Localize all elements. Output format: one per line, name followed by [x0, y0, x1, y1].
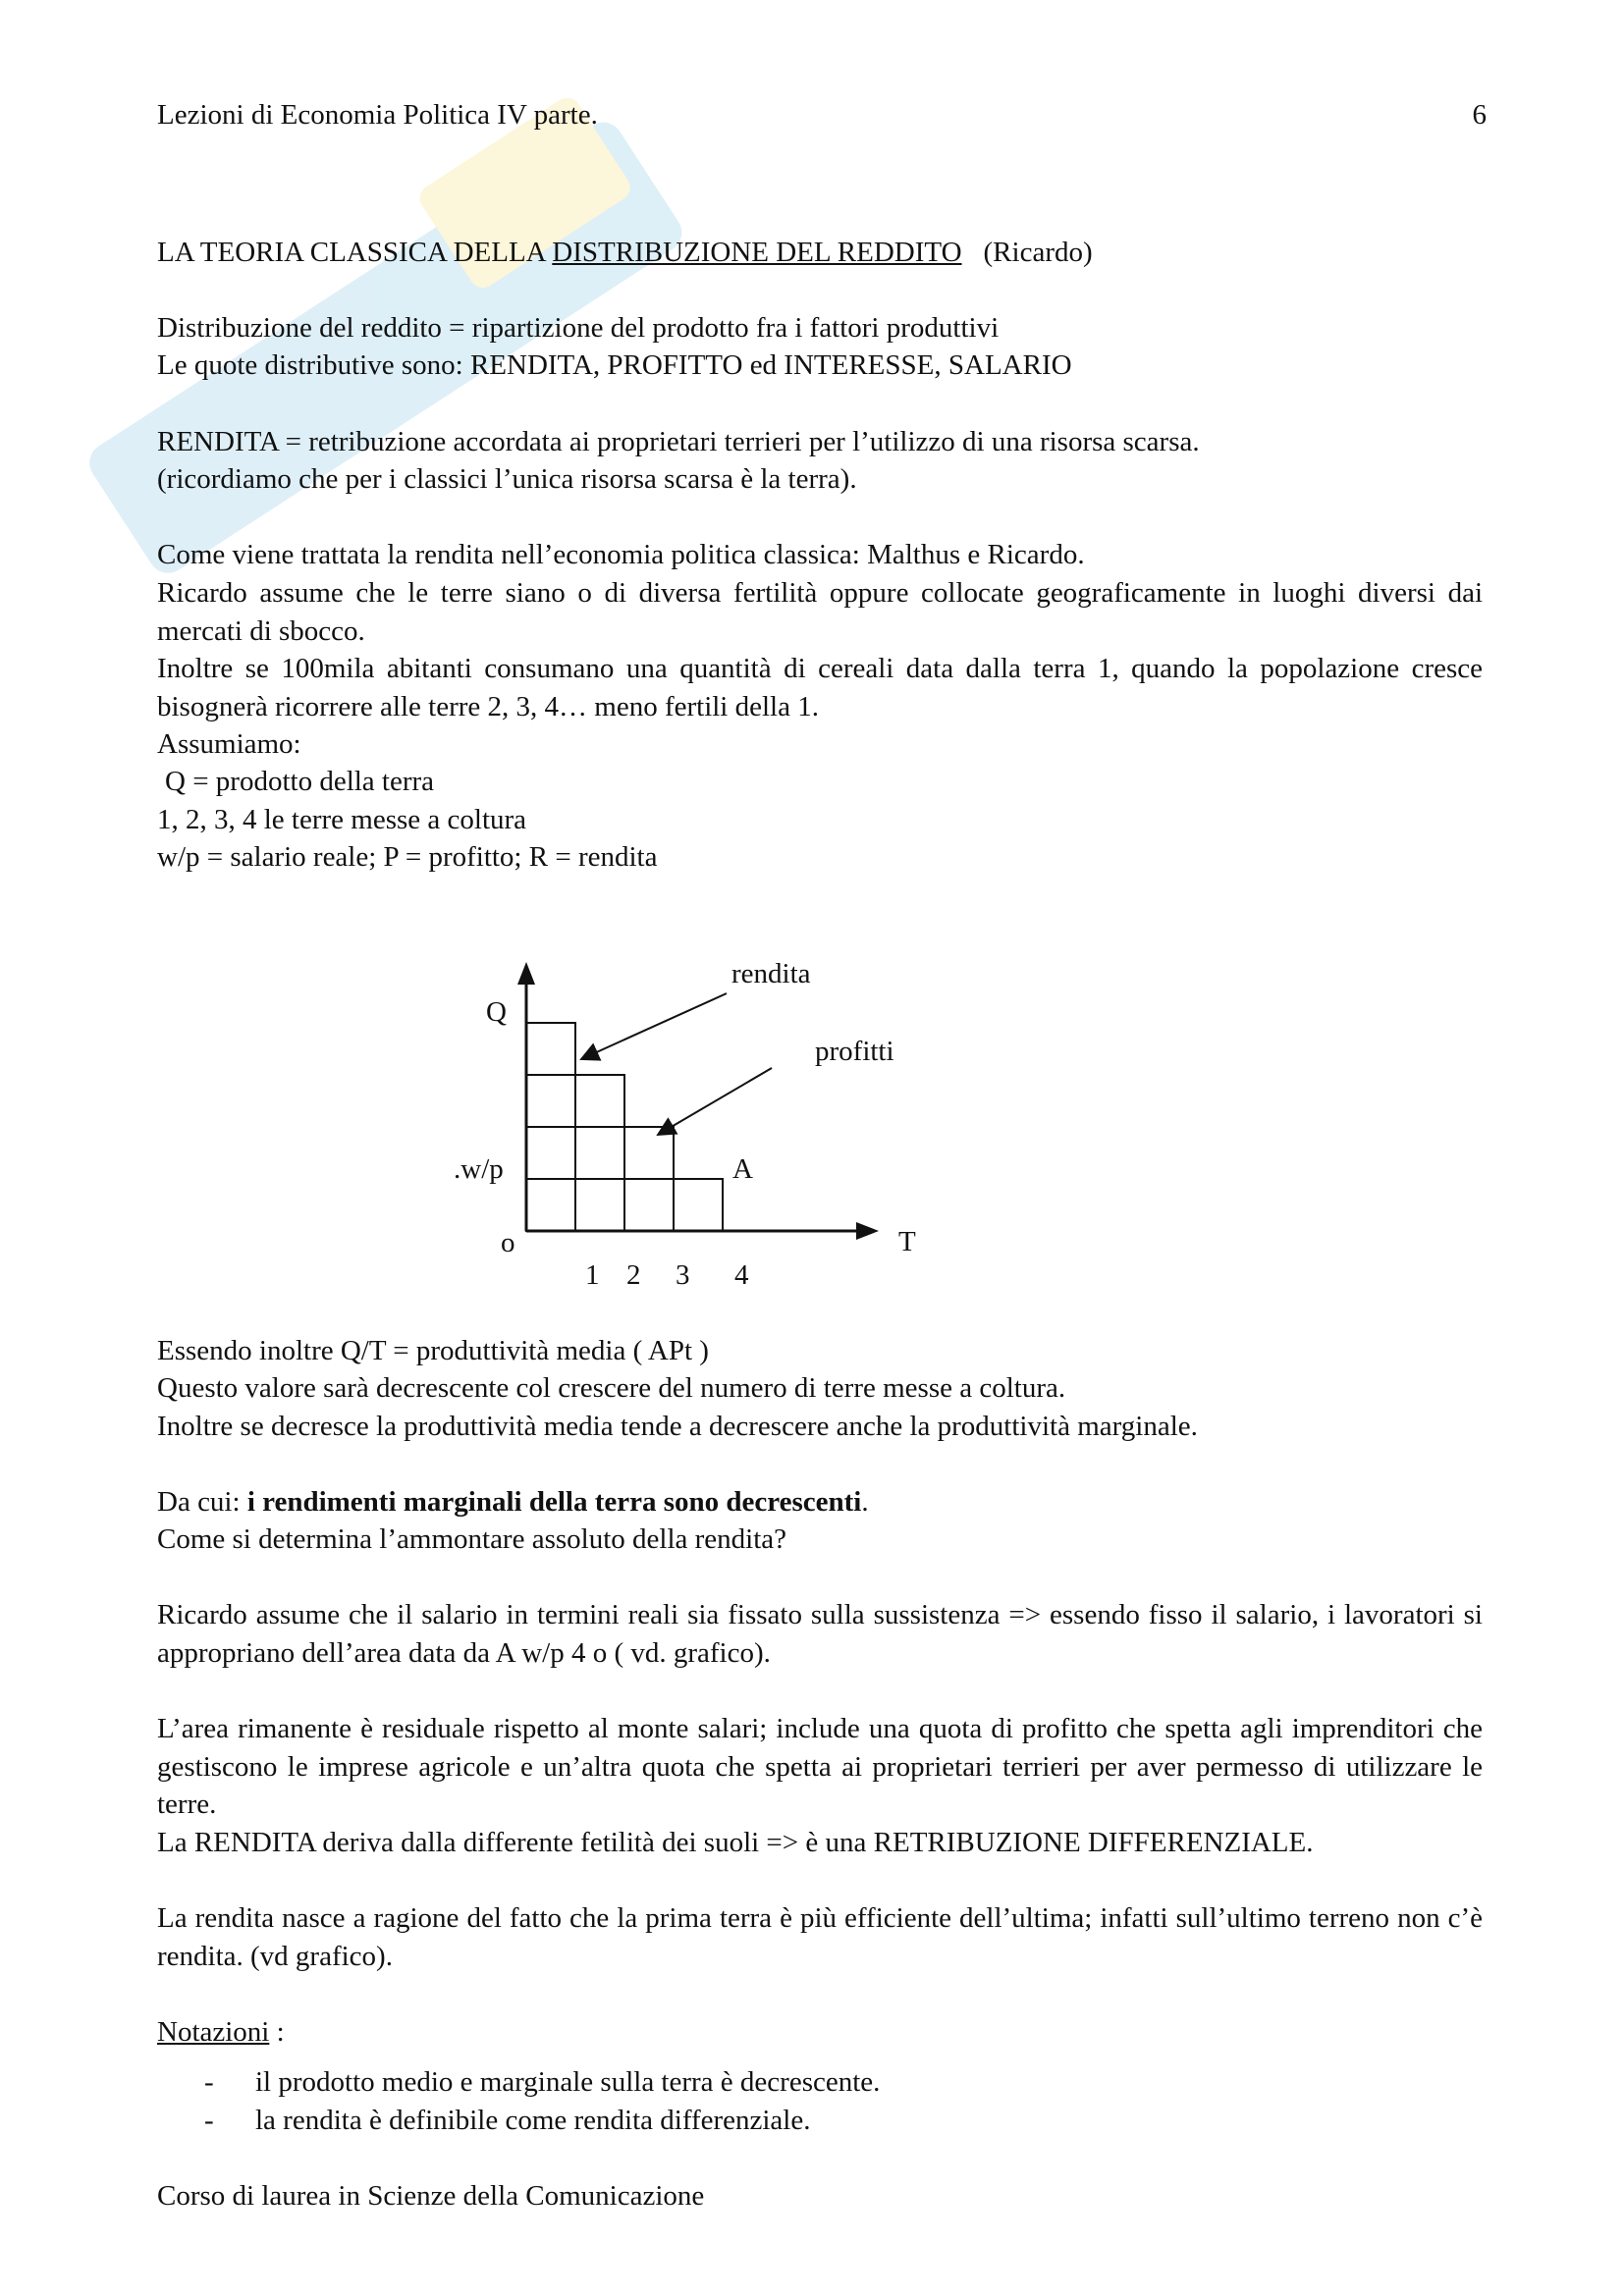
page-number: 6	[1472, 99, 1487, 131]
paragraph-distribution: Distribuzione del reddito = ripartizione del prodotto fra i fattori produttivi	[157, 312, 1000, 344]
notes-list	[204, 2063, 880, 2139]
paragraph-efficiency: La rendita nasce a ragione del fatto che la prima terra è più efficiente dell’ultima; infatti sull’ultimo terreno non c’è rendita. (vd grafico).	[157, 1902, 1483, 1972]
paragraph-decreasing: Questo valore sarà decrescente col crescere del numero di terre messe a coltura.	[157, 1372, 1066, 1404]
paragraph-shares: Le quote distributive sono: RENDITA, PROFITTO ed INTERESSE, SALARIO	[157, 349, 1072, 381]
profitti-annotation: profitti	[815, 1036, 894, 1067]
paragraph-symbols: w/p = salario reale; P = profitto; R = rendita	[157, 841, 658, 873]
rendita-arrow	[581, 993, 727, 1059]
paragraph-conclusion	[157, 1483, 1483, 1522]
y-axis-arrow-icon	[517, 962, 535, 985]
paragraph-classical: Come viene trattata la rendita nell’economia politica classica: Malthus e Ricardo.	[157, 539, 1085, 570]
paragraph-lands-def: 1, 2, 3, 4 le terre messe a coltura	[157, 804, 527, 835]
conclusion-bold: i rendimenti marginali della terra sono decrescenti	[246, 1486, 862, 1518]
wage-label: .w/p	[454, 1153, 504, 1185]
notes-title-text: Notazioni	[157, 2016, 270, 2048]
paragraph-q-def: Q = prodotto della terra	[165, 766, 435, 797]
point-a-label: A	[732, 1153, 753, 1185]
rendita-annotation: rendita	[731, 958, 811, 989]
conclusion-suffix: .	[861, 1486, 869, 1518]
notes-title	[157, 2013, 1483, 2052]
conclusion-prefix: Da cui:	[157, 1486, 247, 1518]
paragraph-avg-productivity: Essendo inoltre Q/T = produttività media ( APt )	[157, 1335, 709, 1366]
land-label-3: 3	[676, 1259, 690, 1291]
paragraph-assume: Assumiamo:	[157, 728, 301, 760]
section-title-underlined: DISTRIBUZIONE DEL REDDITO	[552, 237, 962, 268]
land-label-1: 1	[585, 1259, 600, 1291]
paragraph-wage-subsistence: Ricardo assume che il salario in termini reali sia fissato sulla sussistenza => essendo fisso il salario, i lavoratori si appropriano dell’area data da A w/p 4 o ( vd. grafico).	[157, 1599, 1483, 1669]
header-title: Lezioni di Economia Politica IV parte.	[157, 99, 598, 131]
land-bar-2	[575, 1075, 624, 1231]
origin-label: o	[501, 1227, 515, 1258]
land-label-2: 2	[626, 1259, 641, 1291]
notes-title-suffix: :	[269, 2016, 285, 2048]
paragraph-scarce-resource: (ricordiamo che per i classici l’unica risorsa scarsa è la terra).	[157, 463, 857, 495]
section-title-prefix: LA TEORIA CLASSICA DELLA	[157, 237, 553, 268]
y-axis-label: Q	[486, 996, 507, 1028]
list-item: - la rendita è definibile come rendita differenziale.	[204, 2102, 880, 2140]
paragraph-question: Come si determina l’ammontare assoluto della rendita?	[157, 1523, 787, 1555]
list-item: - il prodotto medio e marginale sulla terra è decrescente.	[204, 2063, 880, 2102]
x-axis-label: T	[898, 1226, 916, 1257]
paragraph-ricardo-lands: Ricardo assume che le terre siano o di diversa fertilità oppure collocate geograficamente in luoghi diversi dai mercati di sbocco.	[157, 577, 1483, 647]
paragraph-residual-area: L’area rimanente è residuale rispetto al monte salari; include una quota di profitto che spetta agli imprenditori che gestiscono le imprese agricole e un’altra quota che spetta ai proprietari terrieri per aver permesso di utilizzare le terre.	[157, 1713, 1483, 1820]
land-label-4: 4	[734, 1259, 749, 1291]
paragraph-differential: La RENDITA deriva dalla differente fetilità dei suoli => è una RETRIBUZIONE DIFFERENZIALE.	[157, 1827, 1314, 1858]
land-product-bars	[526, 1023, 723, 1231]
paragraph-rendita-def: RENDITA = retribuzione accordata ai proprietari terrieri per l’utilizzo di una risorsa scarsa.	[157, 426, 1200, 457]
section-title-suffix: (Ricardo)	[983, 237, 1093, 268]
footer-text: Corso di laurea in Scienze della Comunicazione	[157, 2180, 705, 2212]
paragraph-population: Inoltre se 100mila abitanti consumano una quantità di cereali data dalla terra 1, quando la popolazione cresce bisognerà ricorrere alle terre 2, 3, 4… meno fertili della 1.	[157, 653, 1483, 722]
note-item-1: il prodotto medio e marginale sulla terra è decrescente.	[255, 2066, 881, 2098]
land-labels	[585, 1259, 749, 1291]
x-axis-arrow-icon	[856, 1222, 879, 1240]
profitti-arrow	[658, 1068, 772, 1135]
note-item-2: la rendita è definibile come rendita differenziale.	[255, 2104, 811, 2136]
paragraph-marginal: Inoltre se decresce la produttività media tende a decrescere anche la produttività marginale.	[157, 1411, 1198, 1442]
land-bar-4	[674, 1179, 723, 1231]
